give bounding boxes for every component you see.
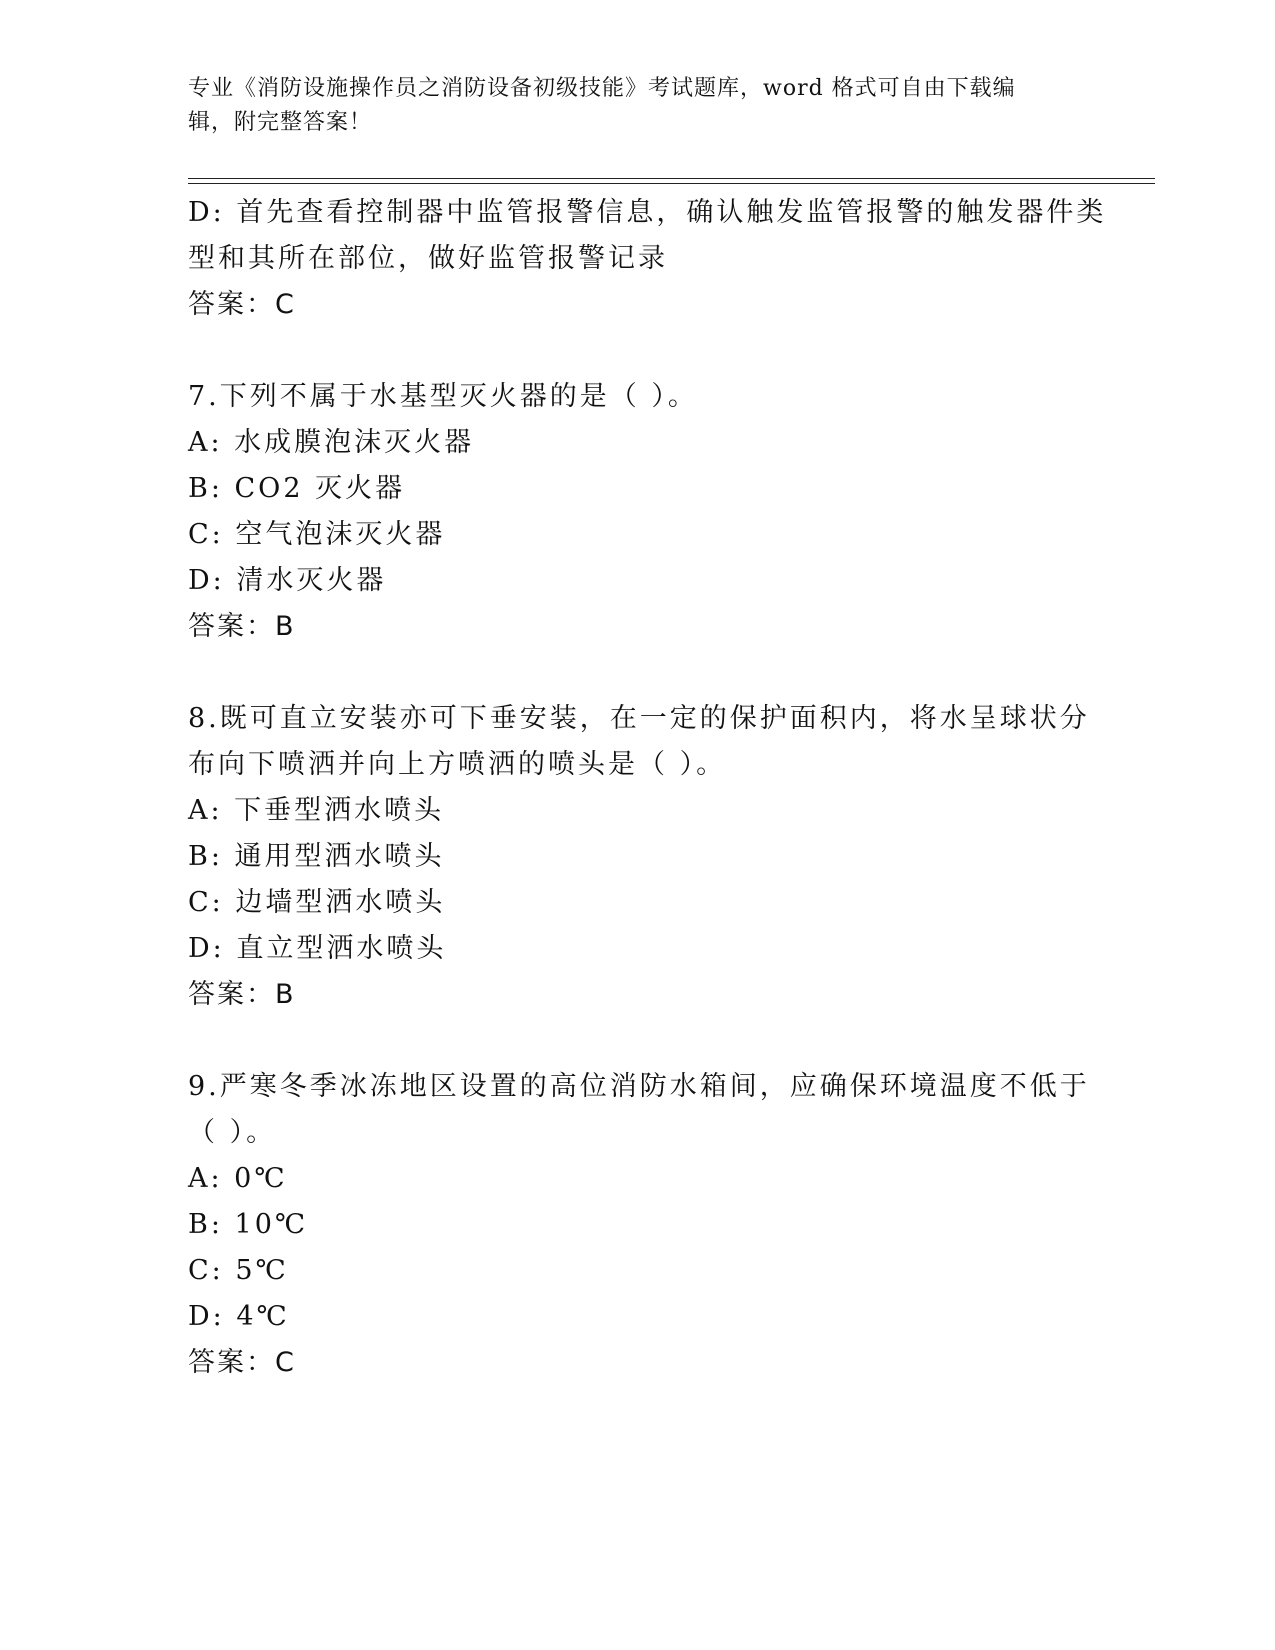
answer: 答案：C — [188, 1347, 296, 1378]
question-8 — [188, 696, 1088, 1018]
question-stem-cont: 布向下喷洒并向上方喷洒的喷头是（ ）。 — [188, 749, 727, 780]
option-c: C: 空气泡沫灭火器 — [188, 519, 446, 550]
document-header — [188, 72, 1068, 140]
question-stem: 8.既可直立安装亦可下垂安装，在一定的保护面积内，将水呈球状分 — [188, 703, 1090, 734]
header-line-2: 辑，附完整答案！ — [188, 110, 373, 135]
option-b: B: 通用型洒水喷头 — [188, 841, 445, 872]
header-divider-bottom — [188, 183, 1155, 184]
question-list — [188, 190, 1107, 1386]
option-a: A: 0℃ — [188, 1163, 288, 1194]
option-d: D: 直立型洒水喷头 — [188, 933, 447, 964]
question-9 — [188, 1064, 1088, 1386]
question-stem: 9.严寒冬季冰冻地区设置的高位消防水箱间，应确保环境温度不低于 — [188, 1071, 1090, 1102]
option-d-cont: 型和其所在部位，做好监管报警记录 — [188, 243, 668, 274]
answer: 答案：B — [188, 979, 296, 1010]
option-b: B: CO2 灭火器 — [188, 473, 406, 504]
continued-question — [188, 190, 1107, 328]
question-stem-cont: （ ）。 — [188, 1117, 277, 1148]
option-c: C: 5℃ — [188, 1255, 289, 1286]
question-stem: 7.下列不属于水基型灭火器的是（ ）。 — [188, 381, 698, 412]
question-7 — [188, 374, 1088, 650]
option-d: D: 4℃ — [188, 1301, 290, 1332]
option-b: B: 10℃ — [188, 1209, 309, 1240]
answer: 答案：C — [188, 289, 296, 320]
option-a: A: 下垂型洒水喷头 — [188, 795, 445, 826]
header-divider-top — [188, 178, 1155, 179]
option-d: D: 首先查看控制器中监管报警信息，确认触发监管报警的触发器件类 — [188, 197, 1107, 228]
header-line-1: 专业《消防设施操作员之消防设备初级技能》考试题库，word 格式可自由下载编 — [188, 76, 1016, 101]
option-c: C: 边墙型洒水喷头 — [188, 887, 446, 918]
option-d: D: 清水灭火器 — [188, 565, 387, 596]
option-a: A: 水成膜泡沫灭火器 — [188, 427, 475, 458]
answer: 答案：B — [188, 611, 296, 642]
